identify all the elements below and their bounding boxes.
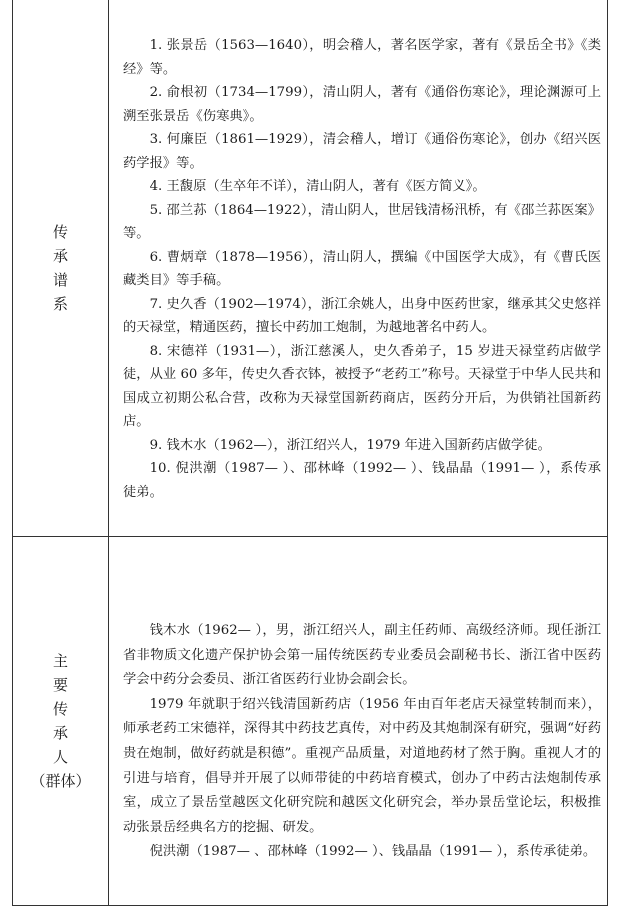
- bearer-paragraph: 倪洪潮（1987— 、邵林峰（1992— ）、钱晶晶（1991— ），系传承徒弟。: [149, 844, 597, 860]
- lineage-entry: 1. 张景岳（1563—1640），明会稽人，著名医学家，著有《景岳全书》《类经》等。: [123, 38, 601, 77]
- lineage-entry: 9. 钱木水（1962—），浙江绍兴人，1979 年进入国新药店做学徒。: [149, 437, 551, 453]
- bearers-row: [13, 537, 607, 905]
- lineage-entry: 2. 俞根初（1734—1799），清山阴人，著有《通俗伤寒论》，理论渊源可上溯至张景岳《伤寒典》。: [123, 85, 601, 124]
- label-char: 人: [52, 748, 68, 766]
- lineage-entry: 3. 何廉臣（1861—1929），清会稽人，增订《通俗伤寒论》，创办《绍兴医药学报》等。: [123, 132, 601, 171]
- lineage-entry: 7. 史久香（1902—1974），浙江余姚人，出身中医药世家，继承其父史悠祥的天禄堂，精通医药，擅长中药加工炮制，为越地著名中药人。: [123, 296, 601, 335]
- label-char: 传: [52, 700, 68, 718]
- label-char: 承: [52, 247, 68, 265]
- label-char: 主: [52, 652, 68, 670]
- lineage-label: [53, 220, 68, 316]
- label-char: 系: [52, 295, 68, 313]
- lineage-entry: 8. 宋德祥（1931—），浙江慈溪人，史久香弟子，15 岁进天禄堂药店做学徒，从业 60 多年，传史久香衣钵，被授予“老药工”称号。天禄堂于中华人民共和国成立初期公私合营，改称为天禄堂国新药商店，医药分开后，为供销社国新药店。: [123, 343, 601, 429]
- lineage-content: [109, 0, 607, 536]
- lineage-label-cell: [13, 0, 109, 536]
- label-char: 谱: [52, 271, 68, 289]
- label-char: 传: [52, 223, 68, 241]
- label-char: 承: [52, 724, 68, 742]
- lineage-entry: 4. 王馥原（生卒年不详），清山阴人，著有《医方简义》。: [149, 179, 486, 194]
- bearer-paragraph: 钱木水（1962— ），男，浙江绍兴人，副主任药师、高级经济师。现任浙江省非物质文化遗产保护协会第一届传统医药专业委员会副秘书长、浙江省中医药学会中药分会委员、浙江省医药行业协会副会长。: [123, 623, 601, 688]
- lineage-entry: 5. 邵兰荪（1864—1922），清山阴人，世居钱清杨汛桥，有《邵兰荪医案》等。: [123, 202, 601, 241]
- label-char: 要: [52, 676, 68, 694]
- bearers-label-cell: [13, 537, 109, 905]
- lineage-entry: 6. 曹炳章（1878—1956），清山阴人，撰编《中国医学大成》，有《曹氏医藏类目》等手稿。: [123, 249, 601, 288]
- lineage-row: [13, 0, 607, 537]
- lineage-entry: 10. 倪洪潮（1987— ）、邵林峰（1992— ）、钱晶晶（1991— ），系传承徒弟。: [123, 461, 601, 500]
- heritage-table: [12, 0, 608, 906]
- label-char: （群体）: [30, 772, 91, 790]
- bearers-content: [109, 537, 607, 905]
- bearer-paragraph: 1979 年就职于绍兴钱清国新药店（1956 年由百年老店天禄堂转制而来），师承老药工宋德祥，深得其中药技艺真传，对中药及其炮制深有研究，强调“好药贵在炮制，做好药就是积德”。重视产品质量，对道地药材了然于胸。重视人才的引进与培育，倡导并开展了以师带徒的中药培育模式，创办了中药古法炮制传承室，成立了景岳堂越医文化研究院和越医文化研究会，举办景岳堂论坛，积极推动张景岳经典名方的挖掘、研发。: [123, 696, 601, 835]
- bearers-label: [30, 649, 90, 793]
